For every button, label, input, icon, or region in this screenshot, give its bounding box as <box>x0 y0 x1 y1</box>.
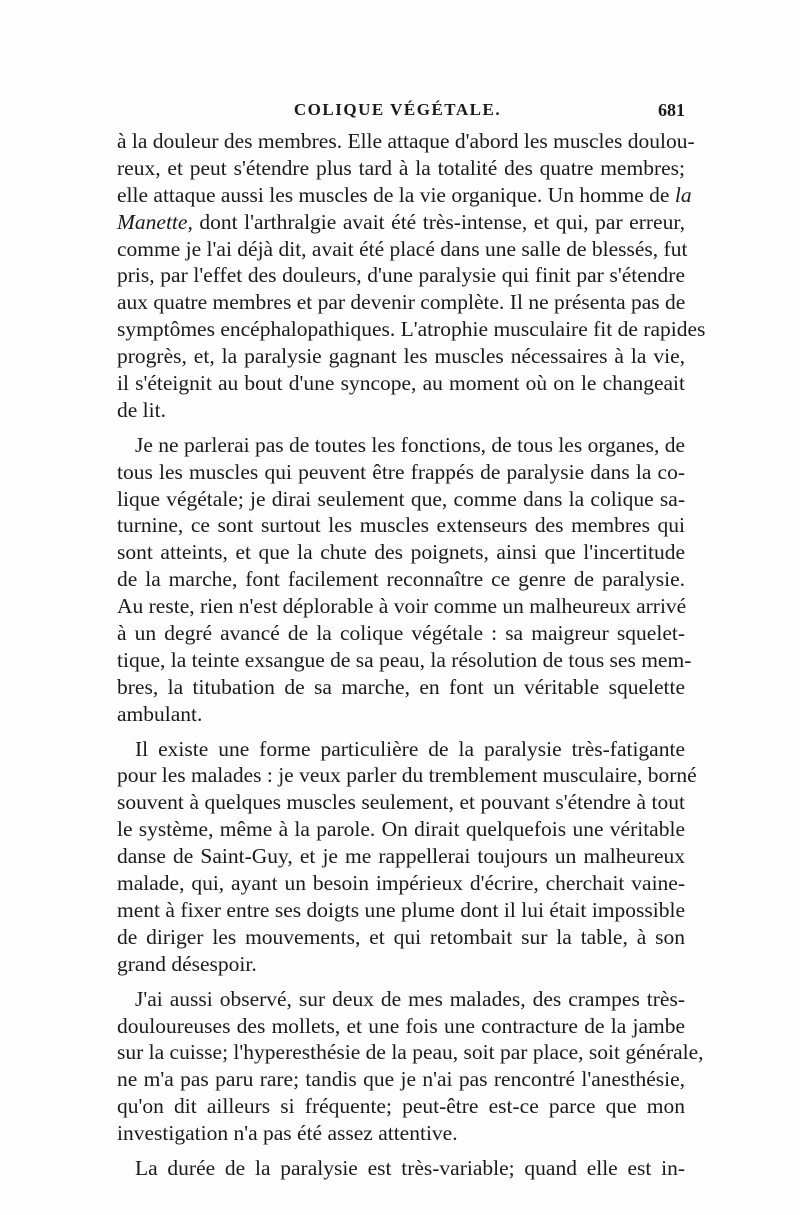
text-line: malade, qui, ayant un besoin impérieux d'écrire, cherchait vaine- <box>117 871 685 896</box>
text-line: J'ai aussi observé, sur deux de mes malades, des crampes très- <box>135 986 685 1011</box>
text-line: qu'on dit ailleurs si fréquente; peut-être est-ce parce que mon <box>117 1094 685 1119</box>
text-line: bres, la titubation de sa marche, en font un véritable squelette <box>117 674 685 699</box>
text-line: il s'éteignit au bout d'une syncope, au moment où on le changeait <box>117 371 685 396</box>
text-line: le système, même à la parole. On dirait quelquefois une véritable <box>117 817 685 842</box>
text-line: sont atteints, et que la chute des poignets, ainsi que l'incertitude <box>117 540 685 565</box>
paragraph-gap <box>117 1147 685 1155</box>
body-text <box>117 128 706 1182</box>
text-line: lique végétale; je dirai seulement que, comme dans la colique sa- <box>117 486 685 511</box>
text-line: de diriger les mouvements, et qui retombait sur la table, à son <box>117 924 685 949</box>
text-line: ambulant. <box>117 701 203 726</box>
text-line: tous les muscles qui peuvent être frappés de paralysie dans la co- <box>117 459 685 484</box>
text-run: dont l'arthralgie avait été très-intense, et qui, par erreur, <box>192 209 685 234</box>
text-line: aux quatre membres et par devenir complète. Il ne présenta pas de <box>117 290 686 315</box>
text-line: grand désespoir. <box>117 951 257 976</box>
text-line: La durée de la paralysie est très-variable; quand elle est in- <box>135 1155 685 1180</box>
text-line <box>117 209 685 236</box>
text-line: danse de Saint-Guy, et je me rappellerai toujours un malheureux <box>117 844 685 869</box>
text-line: de la marche, font facilement reconnaître ce genre de paralysie. <box>117 567 685 592</box>
text-line: ne m'a pas paru rare; tandis que je n'ai pas rencontré l'anesthésie, <box>117 1067 685 1092</box>
text-line: progrès, et, la paralysie gagnant les muscles nécessaires à la vie, <box>117 344 685 369</box>
text-line: tique, la teinte exsangue de sa peau, la résolution de tous ses mem- <box>117 647 692 672</box>
text-line: Au reste, rien n'est déplorable à voir comme un malheureux arrivé <box>117 594 687 619</box>
text-line: investigation n'a pas été assez attentive. <box>117 1121 458 1146</box>
italic-text: la <box>674 182 692 207</box>
text-line: pris, par l'effet des douleurs, d'une paralysie qui finit par s'étendre <box>117 263 685 288</box>
text-line: sur la cuisse; l'hyperesthésie de la peau, soit par place, soit générale, <box>117 1040 704 1065</box>
paragraph-gap <box>117 728 685 736</box>
page-number: 681 <box>658 100 685 120</box>
text-line: douloureuses des mollets, et une fois une contracture de la jambe <box>117 1013 685 1038</box>
text-line: symptômes encéphalopathiques. L'atrophie musculaire fit de rapides <box>117 317 706 342</box>
text-line: reux, et peut s'étendre plus tard à la totalité des quatre membres; <box>117 155 685 180</box>
text-line: souvent à quelques muscles seulement, et pouvant s'étendre à tout <box>117 790 685 815</box>
running-head-title: COLIQUE VÉGÉTALE. <box>293 100 502 119</box>
paragraph-gap <box>117 978 685 986</box>
text-line: Il existe une forme particulière de la paralysie très-fatigante <box>135 736 685 761</box>
text-line: à un degré avancé de la colique végétale : sa maigreur squelet- <box>117 621 685 646</box>
text-line: Je ne parlerai pas de toutes les fonctions, de tous les organes, de <box>135 432 686 457</box>
text-line: ment à fixer entre ses doigts une plume dont il lui était impossible <box>117 897 685 922</box>
text-run: elle attaque aussi les muscles de la vie organique. Un homme de <box>117 182 675 207</box>
running-head <box>110 100 685 128</box>
text-line: comme je l'ai déjà dit, avait été placé dans une salle de blessés, fut <box>117 236 688 261</box>
text-line: à la douleur des membres. Elle attaque d'abord les muscles doulou- <box>117 129 695 153</box>
italic-text: Manette, <box>117 209 193 234</box>
paragraph-gap <box>117 424 685 432</box>
text-line: pour les malades : je veux parler du tremblement musculaire, borné <box>117 763 697 788</box>
text-line: de lit. <box>117 397 166 422</box>
text-line <box>117 182 692 209</box>
text-line: turnine, ce sont surtout les muscles extenseurs des membres qui <box>117 513 685 538</box>
